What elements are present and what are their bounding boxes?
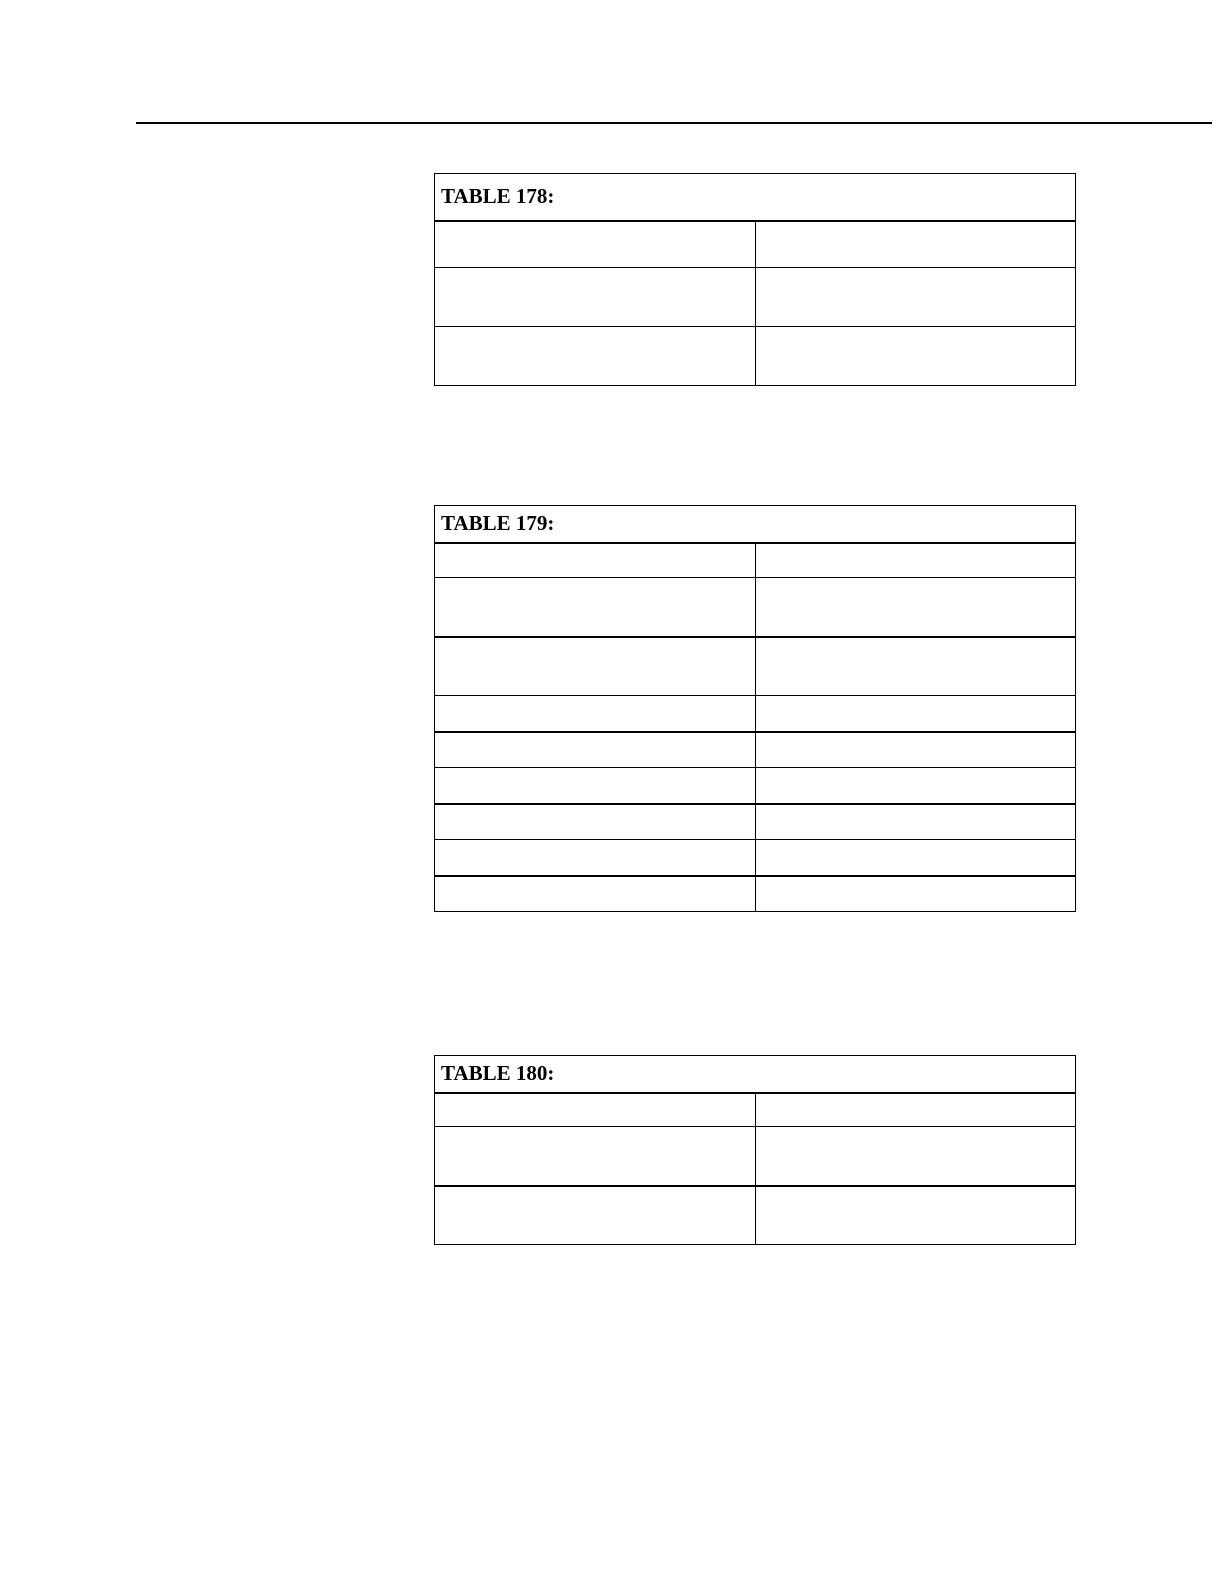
table-cell	[755, 876, 1076, 912]
table-cell	[755, 268, 1076, 327]
table-title: TABLE 178:	[435, 174, 1076, 221]
table-row	[435, 804, 1076, 840]
table-cell	[435, 268, 756, 327]
table-179	[434, 505, 1076, 912]
table-cell	[755, 1186, 1076, 1245]
table-row	[435, 1093, 1076, 1127]
table-cell	[435, 1093, 756, 1127]
table-cell	[755, 578, 1076, 637]
table-cell	[755, 1093, 1076, 1127]
table-cell	[435, 840, 756, 876]
table-row	[435, 876, 1076, 912]
table-cell	[435, 768, 756, 804]
table-cell	[755, 696, 1076, 732]
table-180	[434, 1055, 1076, 1245]
table-row	[435, 637, 1076, 696]
table-row	[435, 268, 1076, 327]
table-cell	[755, 840, 1076, 876]
table-row	[435, 768, 1076, 804]
header-rule	[136, 122, 1212, 124]
table-cell	[755, 327, 1076, 386]
table-row	[435, 840, 1076, 876]
table-title-row	[435, 1056, 1076, 1093]
table-row	[435, 543, 1076, 578]
table-row	[435, 221, 1076, 268]
table-title-row	[435, 174, 1076, 221]
table-cell	[755, 1127, 1076, 1186]
table-row	[435, 696, 1076, 732]
table-cell	[755, 637, 1076, 696]
table-178	[434, 173, 1076, 386]
table-title: TABLE 180:	[435, 1056, 1076, 1093]
table-cell	[755, 768, 1076, 804]
table-cell	[435, 578, 756, 637]
table-cell	[435, 1186, 756, 1245]
table-cell	[435, 637, 756, 696]
table-title-row	[435, 506, 1076, 543]
table-row	[435, 732, 1076, 768]
table-cell	[755, 221, 1076, 268]
table-cell	[435, 804, 756, 840]
table-cell	[435, 221, 756, 268]
table-row	[435, 1127, 1076, 1186]
table-cell	[435, 876, 756, 912]
table-row	[435, 327, 1076, 386]
table-cell	[435, 1127, 756, 1186]
table-cell	[755, 804, 1076, 840]
table-cell	[435, 327, 756, 386]
table-cell	[435, 543, 756, 578]
table-row	[435, 1186, 1076, 1245]
table-row	[435, 578, 1076, 637]
table-cell	[755, 732, 1076, 768]
table-cell	[755, 543, 1076, 578]
table-title: TABLE 179:	[435, 506, 1076, 543]
table-cell	[435, 696, 756, 732]
table-cell	[435, 732, 756, 768]
